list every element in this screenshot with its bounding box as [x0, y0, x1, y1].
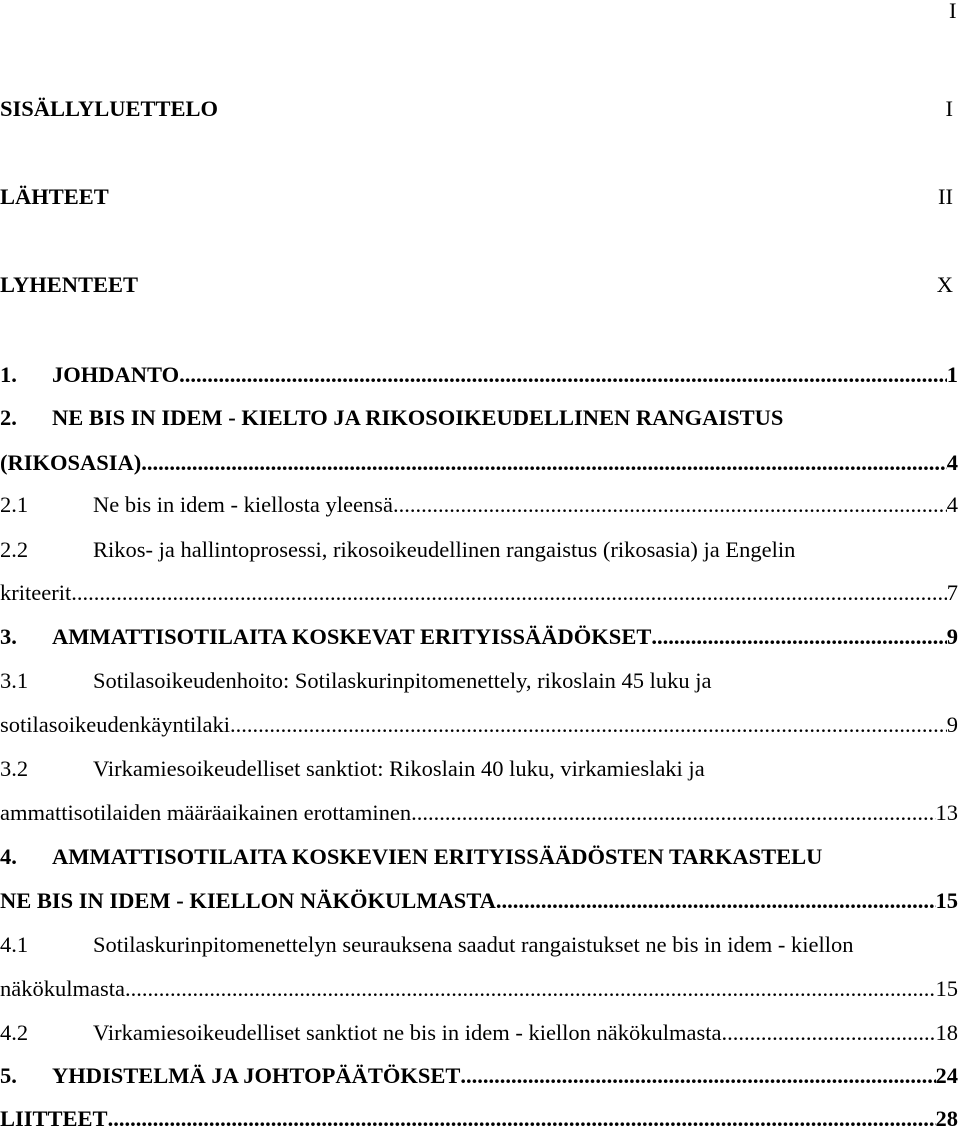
toc-entry-title: Virkamiesoikeudelliset sanktiot: Rikoslain 40 luku, virkamieslaki ja — [93, 756, 705, 781]
toc-entry-number: 3. — [0, 624, 17, 649]
front-entry-page: II — [938, 184, 953, 209]
toc-entry-title-continued: kriteerit — [0, 580, 72, 605]
toc-entry-page: 15 — [935, 976, 958, 1001]
toc-entry-2-1[interactable] — [0, 494, 958, 517]
toc-entry-number: 1. — [0, 362, 17, 387]
toc-leader-dots — [393, 494, 947, 517]
toc-entry-title: Ne bis in idem - kiellosta yleensä — [93, 492, 393, 517]
toc-entry-title: Sotilasoikeudenhoito: Sotilaskurinpitomenettely, rikoslain 45 luku ja — [93, 668, 712, 693]
toc-leader-dots — [496, 890, 936, 913]
front-entry-contents[interactable] — [0, 98, 953, 121]
toc-entry-4-line1[interactable] — [0, 846, 958, 869]
toc-entry-title-continued: ammattisotilaiden määräaikainen erottaminen — [0, 800, 412, 825]
toc-entry-number: 2.1 — [0, 492, 29, 517]
toc-entry-title-continued: NE BIS IN IDEM - KIELLON NÄKÖKULMASTA — [0, 888, 496, 913]
toc-entry-page: 9 — [946, 624, 958, 649]
toc-entry-title: LIITTEET — [0, 1106, 108, 1131]
toc-entry-number: 3.1 — [0, 668, 29, 693]
page-number: I — [949, 0, 957, 23]
toc-entry-page: 7 — [946, 580, 958, 605]
toc-leader-dots — [651, 626, 946, 649]
toc-entry-page: 28 — [935, 1106, 958, 1131]
toc-entry-4-2[interactable] — [0, 1022, 958, 1045]
toc-leader-dots — [722, 1022, 936, 1045]
toc-entry-title: AMMATTISOTILAITA KOSKEVIEN ERITYISSÄÄDÖSTEN TARKASTELU — [52, 844, 823, 869]
toc-entry-page: 24 — [935, 1063, 958, 1088]
toc-entry-2-line1[interactable] — [0, 407, 958, 430]
toc-entry-1[interactable] — [0, 364, 958, 387]
toc-entry-3-1-line2[interactable] — [0, 714, 958, 737]
toc-entry-3-2-line1[interactable] — [0, 758, 958, 781]
toc-entry-3[interactable] — [0, 626, 958, 649]
toc-entry-title: NE BIS IN IDEM - KIELTO JA RIKOSOIKEUDELLINEN RANGAISTUS — [52, 405, 784, 430]
toc-entry-number: 5. — [0, 1063, 17, 1088]
toc-entry-page: 1 — [946, 362, 958, 387]
toc-entry-5[interactable] — [0, 1065, 958, 1088]
toc-entry-title: AMMATTISOTILAITA KOSKEVAT ERITYISSÄÄDÖKSET — [52, 624, 652, 649]
toc-leader-dots — [108, 1108, 936, 1131]
front-entry-title: SISÄLLYLUETTELO — [0, 96, 219, 121]
toc-entry-2-2-line2[interactable] — [0, 582, 958, 605]
front-entry-abbreviations[interactable] — [0, 274, 953, 297]
toc-entry-3-2-line2[interactable] — [0, 802, 958, 825]
toc-entry-page: 15 — [935, 888, 958, 913]
toc-entry-page: 4 — [946, 492, 958, 517]
toc-entry-title-continued: (RIKOSASIA) — [0, 450, 142, 475]
toc-leader-dots — [125, 978, 936, 1001]
toc-entry-3-1-line1[interactable] — [0, 670, 958, 693]
toc-entry-page: 4 — [946, 450, 958, 475]
front-entry-page: X — [936, 272, 953, 297]
toc-entry-2-2-line1[interactable] — [0, 539, 958, 562]
toc-entry-number: 2. — [0, 405, 17, 430]
toc-leader-dots — [71, 582, 947, 605]
toc-entry-number: 4. — [0, 844, 17, 869]
toc-entry-title: YHDISTELMÄ JA JOHTOPÄÄTÖKSET — [52, 1063, 461, 1088]
toc-entry-title: Virkamiesoikeudelliset sanktiot ne bis in idem - kiellon näkökulmasta — [93, 1020, 722, 1045]
toc-entry-title-continued: sotilasoikeudenkäyntilaki — [0, 712, 230, 737]
toc-entry-number: 4.2 — [0, 1020, 29, 1045]
toc-leader-dots — [460, 1065, 935, 1088]
toc-entry-appendices[interactable] — [0, 1108, 958, 1131]
toc-entry-2-line2[interactable] — [0, 452, 958, 475]
toc-leader-dots — [230, 714, 947, 737]
toc-leader-dots — [179, 364, 947, 387]
toc-entry-page: 9 — [946, 712, 958, 737]
toc-entry-title-continued: näkökulmasta — [0, 976, 125, 1001]
front-entry-sources[interactable] — [0, 186, 953, 209]
toc-entry-4-1-line2[interactable] — [0, 978, 958, 1001]
toc-entry-title: Sotilaskurinpitomenettelyn seurauksena saadut rangaistukset ne bis in idem - kiellon — [93, 932, 854, 957]
front-entry-title: LÄHTEET — [0, 184, 109, 209]
toc-entry-4-line2[interactable] — [0, 890, 958, 913]
toc-entry-number: 4.1 — [0, 932, 29, 957]
toc-entry-number: 3.2 — [0, 756, 29, 781]
toc-entry-number: 2.2 — [0, 537, 29, 562]
toc-entry-title: Rikos- ja hallintoprosessi, rikosoikeudellinen rangaistus (rikosasia) ja Engelin — [93, 537, 796, 562]
toc-entry-4-1-line1[interactable] — [0, 934, 958, 957]
front-entry-page: I — [945, 96, 953, 121]
toc-entry-page: 13 — [935, 800, 958, 825]
toc-entry-page: 18 — [935, 1020, 958, 1045]
toc-leader-dots — [411, 802, 935, 825]
toc-leader-dots — [141, 452, 946, 475]
front-entry-title: LYHENTEET — [0, 272, 138, 297]
toc-entry-title: JOHDANTO — [52, 362, 180, 387]
